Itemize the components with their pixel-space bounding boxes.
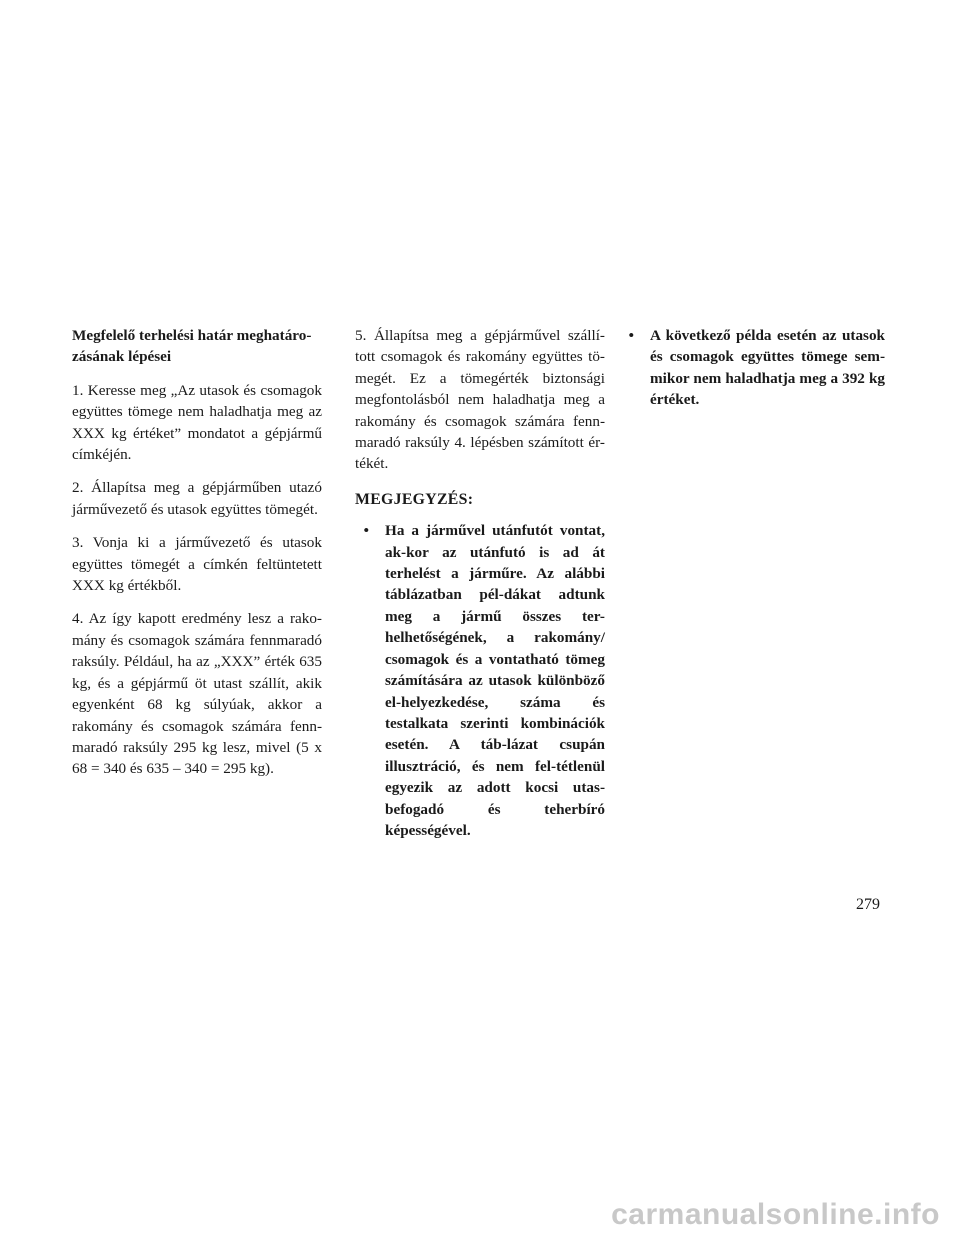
step-1-paragraph: 1. Keresse meg „Az utasok és csomagok együttes tömege nem haladhatja meg az XXX kg értéket” mondatot a gépjármű címkéjén. <box>72 381 322 464</box>
step-5-paragraph: 5. Állapítsa meg a gépjárművel szállí-tott csomagok és rakomány együttes tö-megét. Ez a tömegérték biztonsági megfontolásból nem haladhatja meg a rakomány és csomagok számára fenn-maradó raksúly 4. lépésben számított ér-tékét. <box>355 327 605 473</box>
page-number: 279 <box>856 896 880 913</box>
column-3 <box>620 325 885 411</box>
note-title: MEGJEGYZÉS: <box>355 490 474 508</box>
step-4-paragraph: 4. Az így kapott eredmény lesz a rako-mány és csomagok számára fennmaradó raksúly. Például, ha az „XXX” érték 635 kg, és a gépjármű öt utast szállít, akik egyenként 68 kg súlyúak, akkor a rakomány és csomagok számára fenn-maradó raksúly 295 kg lesz, mivel (5 x 68 = 340 és 635 – 340 = 295 kg). <box>72 610 322 778</box>
column-1 <box>72 325 322 792</box>
step-3-paragraph: 3. Vonja ki a járművezető és utasok együttes tömegét a címkén feltüntetett XXX kg értékből. <box>72 534 322 595</box>
example-bullet-text: A következő példa esetén az utasok és csomagok együttes tömege sem-mikor nem haladhatja meg a 392 kg értéket. <box>650 327 885 409</box>
section-heading: Megfelelő terhelési határ meghatáro-zásának lépései <box>72 327 312 366</box>
watermark: carmanualsonline.info <box>611 1198 940 1231</box>
bullet-marker: • <box>628 327 634 344</box>
bullet-marker: • <box>363 522 369 540</box>
column-2 <box>355 325 605 841</box>
step-2-paragraph: 2. Állapítsa meg a gépjárműben utazó járművezető és utasok együttes tömegét. <box>72 479 322 518</box>
example-bullet-item <box>620 325 885 411</box>
note-bullet-text: Ha a járművel utánfutót vontat, ak-kor az utánfutó is ad át terhelést a járműre. Az alábbi táblázatban pél-dákat adtunk meg a jármű összes ter-helhetőségének, a rakomány/ csomagok és a vontatható tömeg számítására az utasok különböző el-helyezkedése, száma és testalkata szerinti kombinációk esetén. A táb-lázat csupán illusztráció, és nem fel-tétlenül egyezik az adott kocsi utas-befogadó és teherbíró képességével. <box>385 522 605 839</box>
note-bullet-item <box>355 520 605 841</box>
